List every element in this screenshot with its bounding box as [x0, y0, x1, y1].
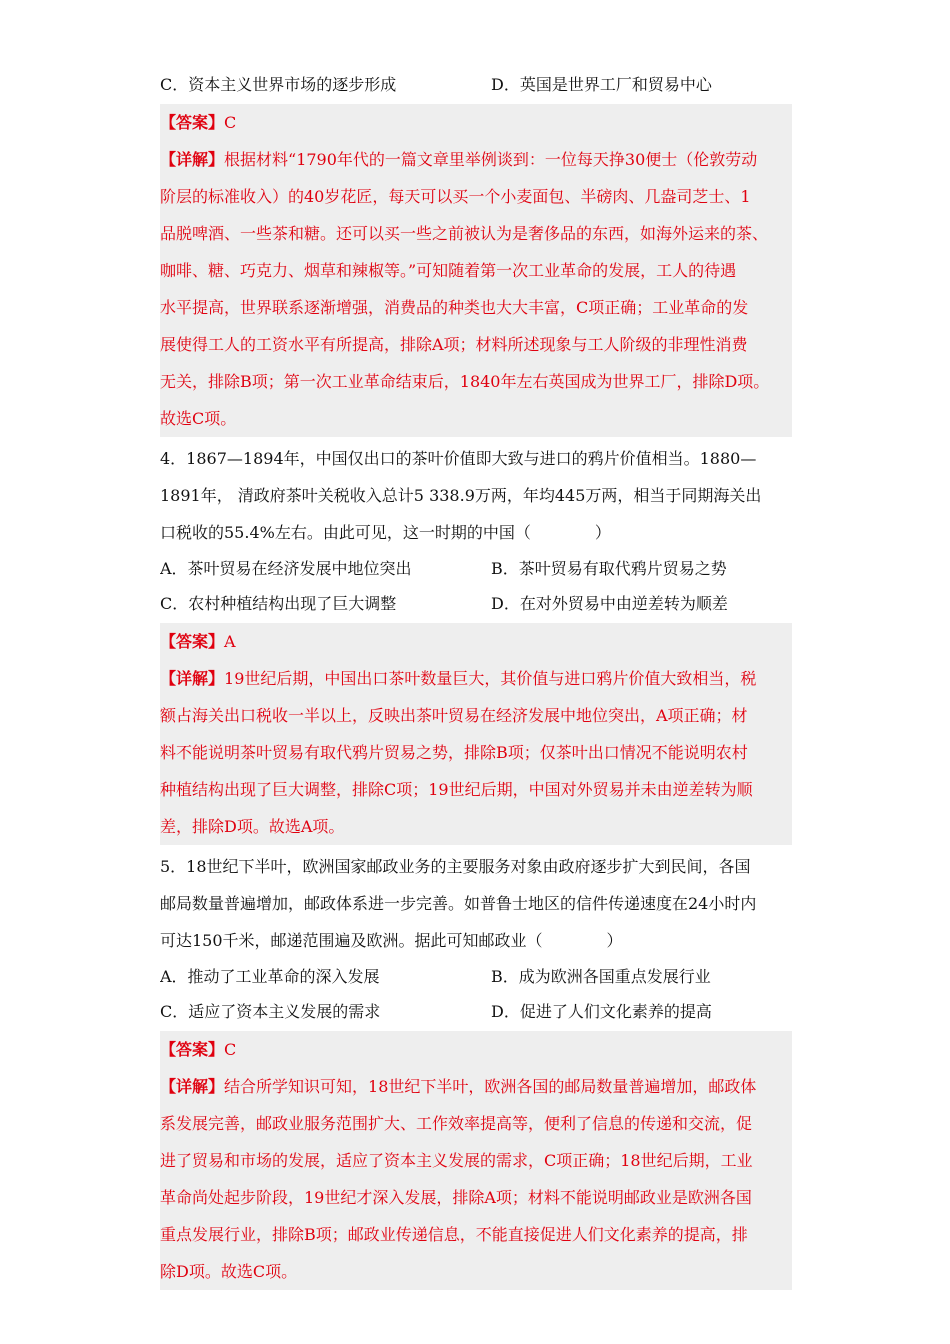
q4-answer-value: A — [224, 632, 236, 651]
q4-detail-line: 料不能说明茶叶贸易有取代鸦片贸易之势，排除B项；仅茶叶出口情况不能说明农村 — [160, 743, 748, 762]
q4-option-a: A．茶叶贸易在经济发展中地位突出 — [160, 559, 412, 578]
q5-options-row-ab — [160, 959, 792, 994]
q4-detail-text: 19世纪后期，中国出口茶叶数量巨大，其价值与进口鸦片价值大致相当，税 — [224, 669, 757, 688]
q4-option-d: D．在对外贸易中由逆差转为顺差 — [491, 594, 728, 613]
q5-detail-line: 革命尚处起步阶段，19世纪才深入发展，排除A项；材料不能说明邮政业是欧洲各国 — [160, 1188, 752, 1207]
q3-option-d: D．英国是世界工厂和贸易中心 — [491, 75, 712, 94]
q4-detail-line: 种植结构出现了巨大调整，排除C项；19世纪后期，中国对外贸易并未由逆差转为顺 — [160, 780, 753, 799]
q3-detail-line: 故选C项。 — [160, 409, 237, 428]
q4-answer-line — [160, 623, 792, 660]
q3-option-c: C．资本主义世界市场的逐步形成 — [160, 75, 397, 94]
q4-option-b: B．茶叶贸易有取代鸦片贸易之势 — [491, 559, 727, 578]
q4-stem-line: 1891年， 清政府茶叶关税收入总计5 338.9万两，年均445万两，相当于同期海关出 — [160, 486, 762, 505]
q5-detail-text: 结合所学知识可知，18世纪下半叶，欧洲各国的邮局数量普遍增加，邮政体 — [224, 1077, 757, 1096]
q3-detail-line: 品脱啤酒、一些茶和糖。还可以买一些之前被认为是奢侈品的东西，如海外运来的茶、 — [160, 224, 769, 243]
answer-tag: 【答案】 — [160, 632, 225, 651]
q5-option-b: B．成为欧洲各国重点发展行业 — [491, 967, 711, 986]
q5-answer-line — [160, 1031, 792, 1068]
q4-stem-line: 4．1867—1894年，中国仅出口的茶叶价值即大致与进口的鸦片价值相当。1880— — [160, 449, 757, 468]
q5-option-a: A．推动了工业革命的深入发展 — [160, 967, 380, 986]
q5-answer-box — [160, 1031, 792, 1290]
answer-tag: 【答案】 — [160, 113, 225, 132]
detail-tag: 【详解】 — [160, 669, 225, 688]
q5-detail-line: 重点发展行业，排除B项；邮政业传递信息，不能直接促进人们文化素养的提高，排 — [160, 1225, 748, 1244]
q4-option-c: C．农村种植结构出现了巨大调整 — [160, 594, 397, 613]
q5-stem-line: 5．18世纪下半叶，欧洲国家邮政业务的主要服务对象由政府逐步扩大到民间，各国 — [160, 857, 751, 876]
q3-detail-line: 咖啡、糖、巧克力、烟草和辣椒等。”可知随着第一次工业革命的发展，工人的待遇 — [160, 261, 737, 280]
q5-option-d: D．促进了人们文化素养的提高 — [491, 1002, 712, 1021]
detail-tag: 【详解】 — [160, 1077, 225, 1096]
q4-options-row-ab — [160, 551, 792, 586]
q4-detail-line — [160, 660, 792, 697]
detail-tag: 【详解】 — [160, 150, 225, 169]
q3-answer-line — [160, 104, 792, 141]
q3-detail-line: 阶层的标准收入）的40岁花匠，每天可以买一个小麦面包、半磅肉、几盎司芝士、1 — [160, 187, 751, 206]
q5-detail-line: 系发展完善，邮政业服务范围扩大、工作效率提高等，便利了信息的传递和交流，促 — [160, 1114, 753, 1133]
q3-detail-line — [160, 141, 792, 178]
document-page — [160, 67, 792, 1293]
q5-stem-line: 邮局数量普遍增加，邮政体系进一步完善。如普鲁士地区的信件传递速度在24小时内 — [160, 894, 757, 913]
answer-tag: 【答案】 — [160, 1040, 225, 1059]
q3-detail-line: 水平提高，世界联系逐渐增强，消费品的种类也大大丰富，C项正确；工业革命的发 — [160, 298, 749, 317]
q4-detail-line: 差，排除D项。故选A项。 — [160, 817, 345, 836]
q5-detail-line — [160, 1068, 792, 1105]
q4-stem-line: 口税收的55.4%左右。由此可见，这一时期的中国（ ） — [160, 523, 611, 542]
q5-answer-value: C — [224, 1040, 237, 1059]
q3-detail-line: 无关，排除B项；第一次工业革命结束后，1840年左右英国成为世界工厂，排除D项。 — [160, 372, 770, 391]
q3-detail-line: 展使得工人的工资水平有所提高，排除A项；材料所述现象与工人阶级的非理性消费 — [160, 335, 748, 354]
q5-detail-line: 除D项。故选C项。 — [160, 1262, 298, 1281]
q5-options-row-cd — [160, 994, 792, 1029]
q3-options-row-cd — [160, 67, 792, 102]
q3-answer-box — [160, 104, 792, 437]
q4-options-row-cd — [160, 586, 792, 621]
q5-detail-line: 进了贸易和市场的发展，适应了资本主义发展的需求，C项正确；18世纪后期，工业 — [160, 1151, 753, 1170]
q3-detail-text: 根据材料“1790年代的一篇文章里举例谈到：一位每天挣30便士（伦敦劳动 — [224, 150, 758, 169]
q4-answer-box — [160, 623, 792, 845]
q3-answer-value: C — [224, 113, 237, 132]
q5-stem-line: 可达150千米，邮递范围遍及欧洲。据此可知邮政业（ ） — [160, 931, 623, 950]
q4-detail-line: 额占海关出口税收一半以上，反映出茶叶贸易在经济发展中地位突出，A项正确；材 — [160, 706, 748, 725]
q5-option-c: C．适应了资本主义发展的需求 — [160, 1002, 381, 1021]
